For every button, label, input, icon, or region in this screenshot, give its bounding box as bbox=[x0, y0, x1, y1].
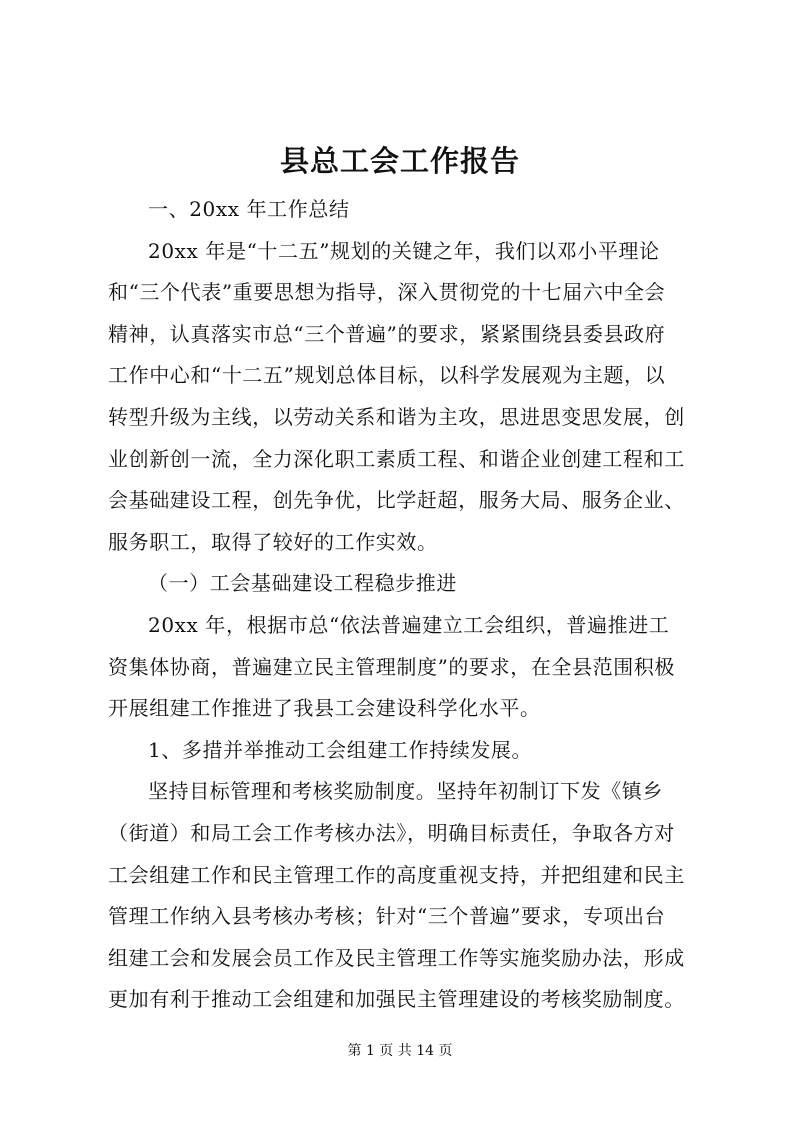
document-body bbox=[108, 189, 718, 1021]
paragraph-line: （街道）和局工会工作考核办法》，明确目标责任，争取各方对 bbox=[108, 820, 675, 845]
subsection-heading: （一）工会基础建设工程稳步推进 bbox=[148, 571, 457, 596]
paragraph-line: 20xx 年，根据市总“依法普遍建立工会组织，普遍推进工 bbox=[148, 612, 670, 637]
paragraph-line: 转型升级为主线，以劳动关系和谐为主攻，思进思变思发展，创 bbox=[108, 404, 685, 429]
paragraph-line: 管理工作纳入县考核办考核；针对“三个普遍”要求，专项出台 bbox=[108, 904, 666, 929]
paragraph-line: 工会组建工作和民主管理工作的高度重视支持，并把组建和民主 bbox=[108, 862, 685, 887]
paragraph-line: 服务职工，取得了较好的工作实效。 bbox=[108, 529, 438, 554]
paragraph-line: 会基础建设工程，创先争优，比学赶超，服务大局、服务企业、 bbox=[108, 488, 685, 513]
paragraph-line: 业创新创一流，全力深化职工素质工程、和谐企业创建工程和工 bbox=[108, 446, 685, 471]
section-heading: 一、20xx 年工作总结 bbox=[148, 197, 350, 221]
paragraph-line: 和“三个代表”重要思想为指导，深入贯彻党的十七届六中全会 bbox=[108, 280, 666, 305]
paragraph-line: 更加有利于推动工会组建和加强民主管理建设的考核奖励制度。 bbox=[108, 987, 685, 1012]
paragraph-line: 坚持目标管理和考核奖励制度。坚持年初制订下发《镇乡 bbox=[148, 779, 663, 804]
page-footer: 第 1 页 共 14 页 bbox=[347, 1043, 453, 1059]
numbered-heading: 1、多措并举推动工会组建工作持续发展。 bbox=[148, 737, 533, 762]
paragraph-line: 资集体协商，普遍建立民主管理制度”的要求，在全县范围积极 bbox=[108, 654, 676, 679]
page-title: 县总工会工作报告 bbox=[279, 144, 520, 178]
paragraph-line: 精神，认真落实市总“三个普遍”的要求，紧紧围绕县委县政府 bbox=[108, 321, 666, 346]
paragraph-line: 20xx 年是“十二五”规划的关键之年，我们以邓小平理论 bbox=[148, 238, 660, 263]
paragraph-line: 工作中心和“十二五”规划总体目标，以科学发展观为主题，以 bbox=[108, 363, 666, 388]
paragraph-line: 开展组建工作推进了我县工会建设科学化水平。 bbox=[108, 696, 541, 721]
paragraph-line: 组建工会和发展会员工作及民主管理工作等实施奖励办法，形成 bbox=[108, 945, 685, 970]
